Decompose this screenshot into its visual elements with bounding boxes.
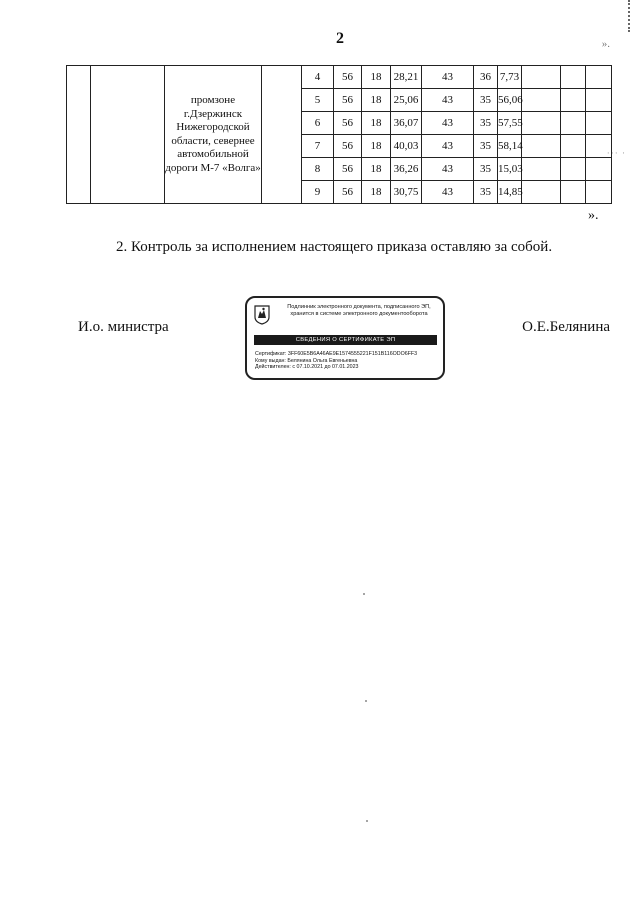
empty-cell [586,135,612,158]
table-cell: 56 [334,158,362,181]
location-cell: промзоне г.Дзержинск Нижегородской области, севернее автомобильной дороги М-7 «Волга» [165,66,262,204]
empty-cell [586,112,612,135]
electronic-signature-stamp [245,296,445,380]
table-cell: 43 [422,89,474,112]
order-paragraph: 2. Контроль за исполнением настоящего приказа оставляю за собой. [116,239,553,255]
table-cell: 56 [334,66,362,89]
table-cell: 40,03 [391,135,422,158]
empty-cell [561,89,586,112]
empty-cell [586,66,612,89]
table-cell: 18 [362,181,391,204]
coat-of-arms-icon [254,305,270,325]
table-cell: 18 [362,66,391,89]
table-cell: 18 [362,89,391,112]
scan-edge-mark [626,0,630,32]
blank-col-a [67,66,91,204]
stamp-owner: Кому выдан: Белянина Ольга Евгеньевна [255,357,358,364]
table-cell: 30,75 [391,181,422,204]
table-cell: 35 [474,89,498,112]
table-cell: 7 [302,135,334,158]
empty-cell [561,135,586,158]
table-cell: 56,06 [498,89,522,112]
empty-cell [561,181,586,204]
table-cell: 36,07 [391,112,422,135]
table-cell: 36 [474,66,498,89]
scan-corner-mark: ». [601,38,610,50]
table-cell: 18 [362,135,391,158]
table-cell: 43 [422,181,474,204]
table-cell: 18 [362,112,391,135]
table-cell: 43 [422,112,474,135]
page-number: 2 [336,30,344,47]
table-cell: 14,85 [498,181,522,204]
table-cell: 56 [334,112,362,135]
table-cell: 6 [302,112,334,135]
empty-cell [522,112,561,135]
empty-cell [586,89,612,112]
empty-cell [561,66,586,89]
empty-cell [561,112,586,135]
table-cell: 5 [302,89,334,112]
table-cell: 8 [302,158,334,181]
table-cell: 43 [422,158,474,181]
table-cell: 35 [474,112,498,135]
empty-cell [522,181,561,204]
scan-speck [365,700,367,702]
empty-cell [522,89,561,112]
stamp-banner: СВЕДЕНИЯ О СЕРТИФИКАТЕ ЭП [254,335,437,345]
empty-cell [561,158,586,181]
table-cell: 58,14 [498,135,522,158]
scan-speck [363,593,365,595]
scan-speck [366,820,368,822]
empty-cell [586,181,612,204]
blank-col-c [262,66,302,204]
blank-col-b [91,66,165,204]
empty-cell [522,158,561,181]
table-cell: 43 [422,135,474,158]
table-cell: 15,03 [498,158,522,181]
table-cell: 18 [362,158,391,181]
stamp-notice: Подлинник электронного документа, подписанного ЭП, хранится в системе электронного документооборота [287,304,431,317]
signer-name: О.Е.Белянина [522,319,610,335]
table-row [67,66,612,89]
table-cell: 9 [302,181,334,204]
table-cell: 35 [474,135,498,158]
table-cell: 7,73 [498,66,522,89]
stamp-validity: Действителен: с 07.10.2021 до 07.01.2023 [255,364,359,371]
table-cell: 28,21 [391,66,422,89]
empty-cell [522,135,561,158]
empty-cell [586,158,612,181]
signer-title: И.о. министра [78,319,169,335]
table-cell: 35 [474,158,498,181]
table-cell: 56 [334,135,362,158]
table-cell: 35 [474,181,498,204]
stamp-certificate: Сертификат: 3FF60E5B6A46AE9E1574555221F151B116ODO6FF3 [255,351,418,357]
table-cell: 36,26 [391,158,422,181]
table-cell: 56 [334,181,362,204]
table-cell: 43 [422,66,474,89]
data-table [66,65,612,204]
table-closing-mark: ». [588,208,599,223]
table-cell: 57,55 [498,112,522,135]
margin-mark: ··· · [606,148,626,158]
empty-cell [522,66,561,89]
table-cell: 56 [334,89,362,112]
table-cell: 25,06 [391,89,422,112]
table-cell: 4 [302,66,334,89]
